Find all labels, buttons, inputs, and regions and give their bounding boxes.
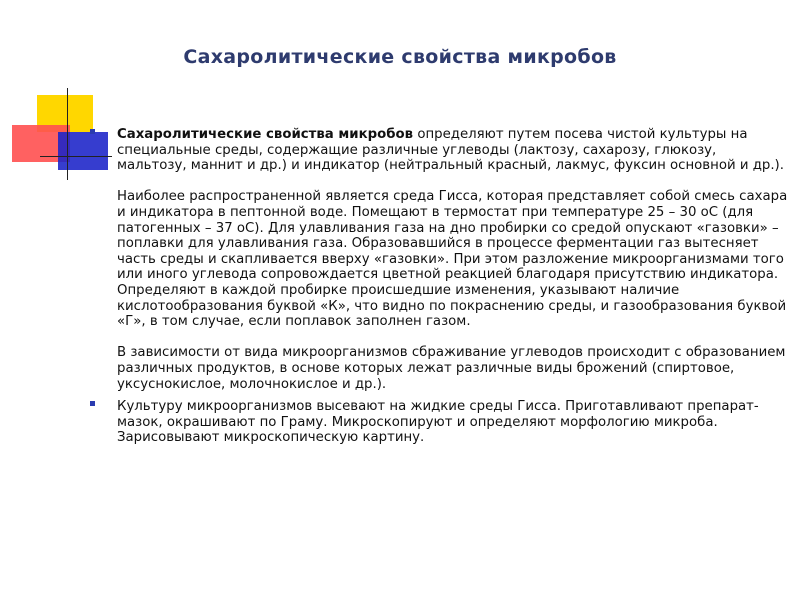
intro-text: определяют путем посева чистой культуры на специальные среды, содержащие различные углеводы (лактозу, сахарозу, глюкозу, мальтозу, маннит и др.) и индикатор (нейтральный красный, лакмус, фуксин основной и др.).: [117, 127, 784, 174]
slide-title: Сахаролитические свойства микробов: [183, 46, 617, 68]
paragraph-fermentation: В зависимости от вида микроорганизмов сбраживание углеводов происходит с образованием различных продуктов, в основе которых лежат различные виды брожений (спиртовое, уксуснокислое, молочнокислое и др.).: [117, 345, 786, 392]
bullet-item-1: [90, 127, 790, 392]
paragraph-culture: Культуру микроорганизмов высевают на жидкие среды Гисса. Приготавливают препарат-мазок, окрашивают по Граму. Микроскопируют и определяют морфологию микроба. Зарисовывают микроскопическую картину.: [117, 399, 759, 446]
paragraph-intro: [117, 127, 790, 174]
paragraph-giss-medium: Наиболее распространенной является среда Гисса, которая представляет собой смесь сахара и индикатора в пептонной воде. Помещают в термостат при температуре 25 – 30 оС (для патогенных – 37 оС). Для улавливания газа на дно пробирки со средой опускают «газовки» – поплавки для улавливания газа. Образовавшийся в процессе ферментации газ вытесняет часть среды и скапливается вверху «газовки». При этом разложение микроорганизмами того или иного углевода сопровождается цветной реакцией благодаря присутствию индикатора.: [117, 189, 788, 283]
square-bullet-icon: [90, 129, 95, 134]
square-bullet-icon: [90, 401, 95, 406]
bullet-item-2: [90, 399, 790, 446]
decor-vertical-line: [67, 88, 68, 180]
bullet-list: [90, 127, 790, 446]
paragraph-results: Определяют в каждой пробирке происшедшие изменения, указывают наличие кислотообразования буквой «К», что видно по покраснению среды, и газообразования буквой «Г», в том случае, если поплавок заполнен газом.: [117, 282, 787, 330]
lead-term: Сахаролитические свойства микробов: [117, 127, 414, 142]
